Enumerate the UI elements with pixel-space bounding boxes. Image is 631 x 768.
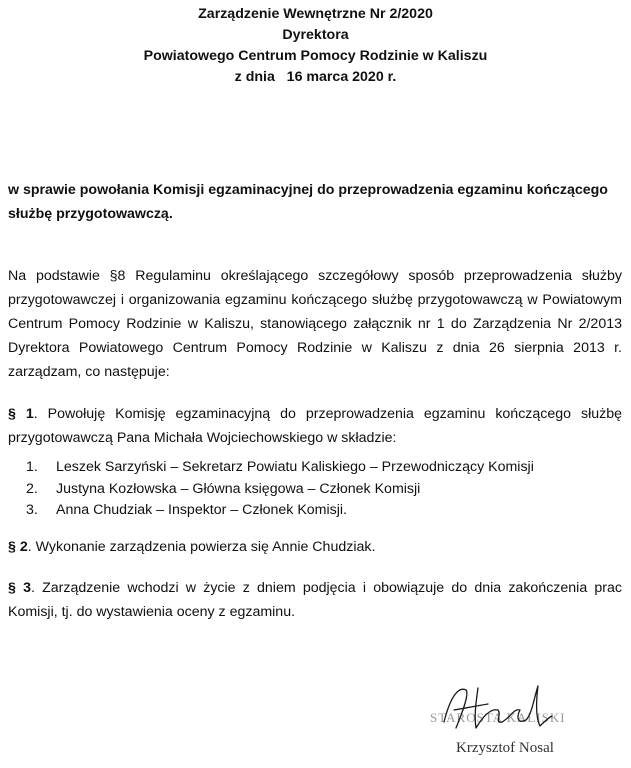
section-2-punct: . xyxy=(27,539,32,555)
intro-paragraph: Na podstawie §8 Regulaminu określającego szczegółowy sposób przeprowadzenia służby przygotowawczej i organizowania egzaminu kończącego służbę przygotowawczą w Powiatowym Centrum Pomocy Rodzinie w Kaliszu, stanowiącego załącznik nr 1 do Zarządzenia Nr 2/2013 Dyrektora Powiatowego Centrum Pomocy Rodzinie w Kaliszu z dnia 26 sierpnia 2013 r. zarządzam, co następuje: xyxy=(8,268,622,380)
section-3 xyxy=(8,576,622,624)
committee-members-list xyxy=(26,457,616,522)
issuer-role: Dyrektora xyxy=(282,27,349,43)
list-item xyxy=(26,479,616,501)
section-2-text: Wykonanie zarządzenia powierza się Annie Chudziak. xyxy=(31,539,376,555)
section-1-text: Powołuję Komisję egzaminacyjną do przeprowadzenia egzaminu kończącego służbę przygotowawczą Pana Michała Wojciechowskiego w składzie: xyxy=(8,406,622,446)
section-1-punct: . xyxy=(33,406,38,422)
signatory-name: Krzysztof Nosal xyxy=(456,740,554,756)
section-3-label: § 3 xyxy=(8,580,31,596)
list-item-number: 2. xyxy=(26,480,38,497)
section-2 xyxy=(8,535,622,559)
section-1 xyxy=(8,402,622,450)
section-1-label: § 1 xyxy=(8,406,34,422)
list-item-text: Leszek Sarzyński – Sekretarz Powiatu Kaliskiego – Przewodniczący Komisji xyxy=(56,459,534,475)
section-3-text: Zarządzenie wchodzi w życie z dniem podjęcia i obowiązuje do dnia zakończenia prac Komisji, tj. do wystawienia oceny z egzaminu. xyxy=(8,580,622,620)
official-stamp: STAROSTA KALISKI xyxy=(430,710,566,725)
list-item xyxy=(26,457,616,479)
list-item-number: 1. xyxy=(26,459,38,475)
document-title: Zarządzenie Wewnętrzne Nr 2/2020 xyxy=(198,6,433,22)
document-subject: w sprawie powołania Komisji egzaminacyjnej do przeprowadzenia egzaminu kończącego służbę przygotowawczą. xyxy=(8,182,608,222)
section-3-punct: . xyxy=(30,580,35,596)
section-2-label: § 2 xyxy=(8,539,28,555)
issuer-organization: Powiatowego Centrum Pomocy Rodzinie w Kaliszu xyxy=(143,48,488,64)
handwritten-signature xyxy=(436,678,556,738)
list-item xyxy=(26,500,616,522)
list-item-text: Anna Chudziak – Inspektor – Członek Komisji. xyxy=(56,502,347,518)
list-item-number: 3. xyxy=(26,502,38,518)
document-header xyxy=(0,4,631,88)
list-item-text: Justyna Kozłowska – Główna księgowa – Członek Komisji xyxy=(56,480,421,497)
document-date: z dnia 16 marca 2020 r. xyxy=(234,69,397,85)
